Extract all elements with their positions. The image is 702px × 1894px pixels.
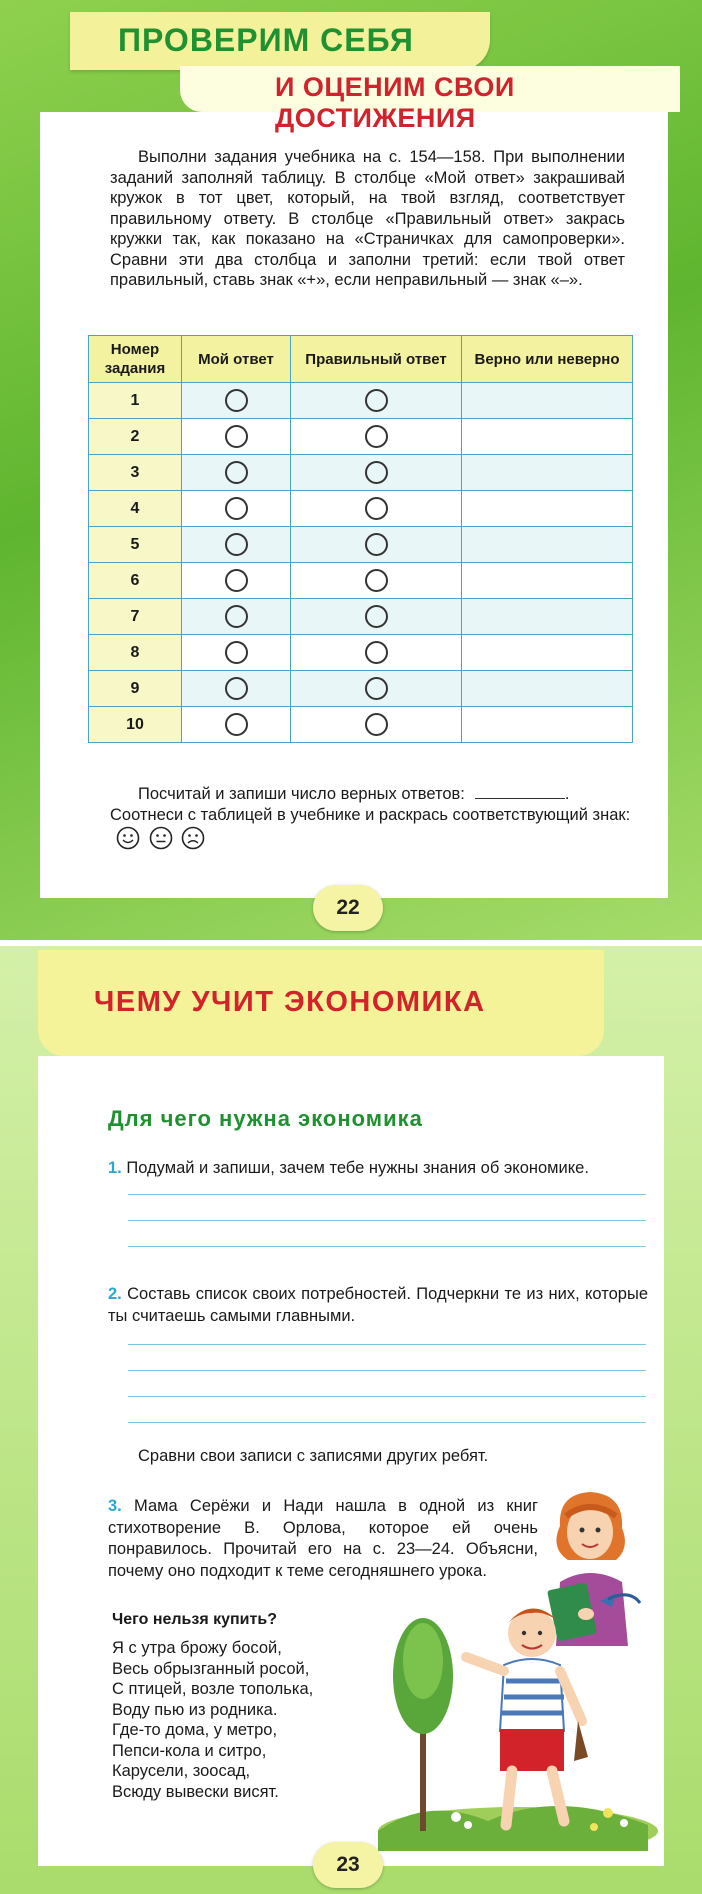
- answer-line[interactable]: [128, 1246, 646, 1247]
- table-row: [89, 455, 633, 491]
- my-answer-cell: [182, 383, 291, 419]
- right-or-wrong-cell[interactable]: [462, 671, 633, 707]
- task-number-cell: 4: [89, 491, 182, 527]
- task-number-cell: 1: [89, 383, 182, 419]
- correct-answer-cell: [291, 707, 462, 743]
- correct-answer-cell: [291, 455, 462, 491]
- right-or-wrong-cell[interactable]: [462, 419, 633, 455]
- right-or-wrong-cell[interactable]: [462, 707, 633, 743]
- my-answer-circle[interactable]: [225, 425, 248, 448]
- poem-line: Пепси-кола и ситро,: [112, 1741, 267, 1760]
- task-number-cell: 3: [89, 455, 182, 491]
- my-answer-circle[interactable]: [225, 713, 248, 736]
- my-answer-circle[interactable]: [225, 641, 248, 664]
- right-or-wrong-cell[interactable]: [462, 599, 633, 635]
- table-row: [89, 491, 633, 527]
- count-text: Посчитай и запиши число верных ответов:: [138, 785, 465, 803]
- answer-line[interactable]: [128, 1370, 646, 1371]
- task-2: [108, 1284, 648, 1327]
- chapter-title: ЧЕМУ УЧИТ ЭКОНОМИКА: [94, 986, 486, 1018]
- task-number-cell: 10: [89, 707, 182, 743]
- right-or-wrong-cell[interactable]: [462, 635, 633, 671]
- match-text: Соотнеси с таблицей в учебнике и раскрась соответствующий знак:: [110, 806, 631, 824]
- poem-title: Чего нельзя купить?: [112, 1611, 277, 1628]
- my-answer-cell: [182, 563, 291, 599]
- task-3-text: Мама Серёжи и Нади нашла в одной из книг стихотворение В. Орлова, которое ей очень понравилось. Прочитай его на с. 23—24. Объясни, почему оно подходит к теме сегодняшнего урока.: [108, 1497, 538, 1580]
- header-right-or-wrong: Верно или неверно: [462, 336, 633, 383]
- task-1-number: 1.: [108, 1159, 122, 1177]
- task-1-text: Подумай и запиши, зачем тебе нужны знания об экономике.: [126, 1159, 589, 1177]
- poem-line: Весь обрызганный росой,: [112, 1659, 310, 1678]
- my-answer-circle[interactable]: [225, 461, 248, 484]
- correct-answer-cell: [291, 635, 462, 671]
- my-answer-cell: [182, 671, 291, 707]
- page-22: [0, 0, 702, 940]
- page-number-23: 23: [313, 1842, 383, 1888]
- my-answer-cell: [182, 599, 291, 635]
- answer-line[interactable]: [128, 1344, 646, 1345]
- correct-answer-cell: [291, 563, 462, 599]
- chapter-title-plate: [38, 950, 604, 1056]
- table-row: [89, 419, 633, 455]
- answers-table: [88, 335, 633, 743]
- task-1: [108, 1158, 648, 1180]
- task-number-cell: 8: [89, 635, 182, 671]
- task-3-number: 3.: [108, 1497, 122, 1515]
- correct-answer-cell: [291, 527, 462, 563]
- my-answer-cell: [182, 635, 291, 671]
- lesson-title: Для чего нужна экономика: [108, 1106, 423, 1131]
- header-correct-answer: Правильный ответ: [291, 336, 462, 383]
- my-answer-cell: [182, 707, 291, 743]
- correct-answer-cell: [291, 671, 462, 707]
- smiley-faces: [116, 826, 209, 850]
- correct-answer-circle[interactable]: [365, 605, 388, 628]
- header-my-answer: Мой ответ: [182, 336, 291, 383]
- poem-line: Карусели, зоосад,: [112, 1762, 251, 1780]
- count-instructions: Посчитай и запиши число верных ответов: . Соотнеси с таблицей в учебнике и раскрась соответствующий знак:: [110, 784, 650, 850]
- poem-line: Я с утра брожу босой,: [112, 1639, 282, 1657]
- subtitle-plate: [180, 66, 680, 133]
- task-3: [108, 1496, 538, 1582]
- correct-answer-circle[interactable]: [365, 569, 388, 592]
- correct-answer-cell: [291, 419, 462, 455]
- table-row: [89, 599, 633, 635]
- right-or-wrong-cell[interactable]: [462, 455, 633, 491]
- happy-face-icon[interactable]: [116, 826, 140, 850]
- correct-answer-circle[interactable]: [365, 425, 388, 448]
- task-number-cell: 6: [89, 563, 182, 599]
- my-answer-cell: [182, 419, 291, 455]
- table-row: [89, 671, 633, 707]
- task-number-cell: 7: [89, 599, 182, 635]
- correct-answer-circle[interactable]: [365, 497, 388, 520]
- neutral-face-icon[interactable]: [149, 826, 173, 850]
- task-number-cell: 9: [89, 671, 182, 707]
- task-2-number: 2.: [108, 1285, 122, 1303]
- correct-answer-circle[interactable]: [365, 641, 388, 664]
- right-or-wrong-cell[interactable]: [462, 527, 633, 563]
- my-answer-circle[interactable]: [225, 497, 248, 520]
- task-number-cell: 2: [89, 419, 182, 455]
- count-blank[interactable]: [475, 798, 565, 799]
- right-or-wrong-cell[interactable]: [462, 563, 633, 599]
- page-number-22: 22: [313, 885, 383, 931]
- poem: [112, 1638, 313, 1802]
- table-row: [89, 707, 633, 743]
- correct-answer-cell: [291, 383, 462, 419]
- my-answer-circle[interactable]: [225, 569, 248, 592]
- header-task-number: Номер задания: [89, 336, 182, 383]
- poem-line: Где-то дома, у метро,: [112, 1721, 278, 1739]
- sad-face-icon[interactable]: [181, 826, 205, 850]
- compare-text: Сравни свои записи с записями других ребят.: [138, 1447, 489, 1465]
- correct-answer-circle[interactable]: [365, 389, 388, 412]
- correct-answer-cell: [291, 599, 462, 635]
- my-answer-circle[interactable]: [225, 605, 248, 628]
- answer-line[interactable]: [128, 1220, 646, 1221]
- my-answer-circle[interactable]: [225, 389, 248, 412]
- my-answer-circle[interactable]: [225, 533, 248, 556]
- table-row: [89, 635, 633, 671]
- answer-line[interactable]: [128, 1194, 646, 1195]
- table-row: [89, 563, 633, 599]
- page-22-title: ПРОВЕРИМ СЕБЯ: [118, 22, 414, 58]
- right-or-wrong-cell[interactable]: [462, 383, 633, 419]
- title-plate: [70, 12, 490, 70]
- my-answer-cell: [182, 491, 291, 527]
- page-22-sheet: [40, 112, 668, 898]
- page-23: [0, 946, 702, 1894]
- instructions-text: Выполни задания учебника на с. 154—158. При выполнении заданий заполняй таблицу. В столбце «Мой ответ» закрашивай кружок в тот цвет, который, на твой взгляд, соответствует правильному ответу. В столбце «Правильный ответ» закрась кружки так, как показано на «Страничках для самопроверки». Сравни эти два столбца и заполни третий: если твой ответ правильный, ставь знак «+», если неправильный — знак «–».: [110, 148, 625, 289]
- table-row: [89, 383, 633, 419]
- task-number-cell: 5: [89, 527, 182, 563]
- poem-line: С птицей, возле тополька,: [112, 1680, 314, 1698]
- right-or-wrong-cell[interactable]: [462, 491, 633, 527]
- correct-answer-circle[interactable]: [365, 461, 388, 484]
- boy-in-meadow-illustration: [368, 1581, 658, 1851]
- poem-line: Воду пью из родника.: [112, 1700, 278, 1719]
- correct-answer-circle[interactable]: [365, 533, 388, 556]
- my-answer-cell: [182, 527, 291, 563]
- correct-answer-circle[interactable]: [365, 677, 388, 700]
- task-2-text: Составь список своих потребностей. Подчеркни те из них, которые ты считаешь самыми главными.: [108, 1285, 648, 1325]
- page-23-sheet: [38, 1056, 664, 1866]
- my-answer-cell: [182, 455, 291, 491]
- correct-answer-cell: [291, 491, 462, 527]
- answer-line[interactable]: [128, 1396, 646, 1397]
- page-22-banner: [70, 0, 680, 133]
- my-answer-circle[interactable]: [225, 677, 248, 700]
- correct-answer-circle[interactable]: [365, 713, 388, 736]
- table-row: [89, 527, 633, 563]
- poem-line: Всюду вывески висят.: [112, 1782, 279, 1801]
- answer-line[interactable]: [128, 1422, 646, 1423]
- page-22-subtitle: И ОЦЕНИМ СВОИ ДОСТИЖЕНИЯ: [275, 72, 515, 133]
